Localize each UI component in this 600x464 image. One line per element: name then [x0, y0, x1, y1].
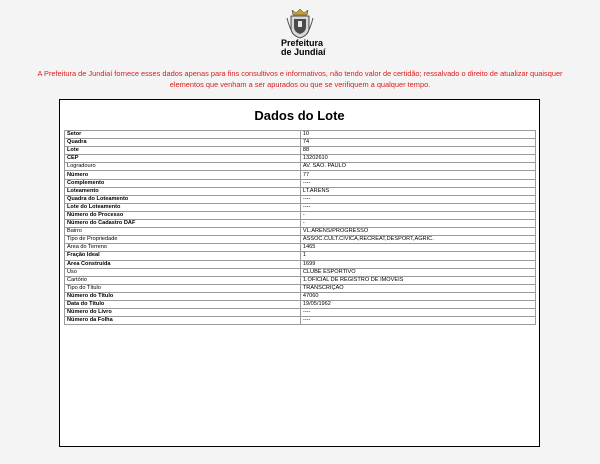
table-row: [65, 195, 536, 203]
table-row: [65, 155, 536, 163]
row-label: Complemento: [65, 179, 301, 187]
table-row: [65, 211, 536, 219]
row-value: 1699: [300, 260, 535, 268]
row-label: Tipo do Título: [65, 284, 301, 292]
row-value: ----: [300, 179, 535, 187]
row-value: 13202610: [300, 155, 535, 163]
row-label: Quadra: [65, 139, 301, 147]
row-value: 10: [300, 131, 535, 139]
disclaimer-text: [8, 68, 592, 90]
table-row: [65, 292, 536, 300]
row-value: 1: [300, 252, 535, 260]
table-row: [65, 203, 536, 211]
row-value: ASSOC.CULT.CIVICA,RECREAT,DESPORT,AGRIC.: [300, 236, 535, 244]
row-label: Área Construída: [65, 260, 301, 268]
row-value: ----: [300, 317, 535, 325]
row-value: 88: [300, 147, 535, 155]
row-label: Número do Processo: [65, 211, 301, 219]
table-row: [65, 187, 536, 195]
table-row: [65, 317, 536, 325]
row-value: VL.ARENS/PROGRESSO: [300, 228, 535, 236]
row-label: Bairro: [65, 228, 301, 236]
coat-of-arms-icon: [286, 8, 314, 40]
disclaimer-line1: A Prefeitura de Jundiaí fornece esses dados apenas para fins consultivos e informativos, não tendo valor de certidão; ressalvado o direito de atualizar quaisquer: [37, 69, 563, 78]
row-value: 1465: [300, 244, 535, 252]
row-label: Número do Livro: [65, 309, 301, 317]
row-label: Data do Título: [65, 300, 301, 308]
row-label: Número: [65, 171, 301, 179]
brand-logo-text: [270, 39, 350, 57]
row-value: TRANSCRIÇÃO: [300, 284, 535, 292]
row-label: Setor: [65, 131, 301, 139]
table-row: [65, 220, 536, 228]
lot-data-table-body: [65, 131, 536, 325]
table-row: [65, 236, 536, 244]
row-value: ----: [300, 309, 535, 317]
row-value: AV. SAO. PAULO: [300, 163, 535, 171]
lot-data-panel: [59, 99, 540, 447]
row-label: Uso: [65, 268, 301, 276]
lot-data-table: [64, 130, 536, 325]
table-row: [65, 171, 536, 179]
row-label: Número da Folha: [65, 317, 301, 325]
row-value: ----: [300, 195, 535, 203]
row-label: Fração Ideal: [65, 252, 301, 260]
row-value: 1.OFICIAL DE REGISTRO DE IMOVEIS: [300, 276, 535, 284]
row-value: 19/05/1962: [300, 300, 535, 308]
row-value: -: [300, 211, 535, 219]
table-row: [65, 276, 536, 284]
table-row: [65, 284, 536, 292]
row-value: CLUBE ESPORTIVO: [300, 268, 535, 276]
table-row: [65, 260, 536, 268]
row-label: Quadra do Loteamento: [65, 195, 301, 203]
table-row: [65, 300, 536, 308]
table-row: [65, 163, 536, 171]
row-value: 74: [300, 139, 535, 147]
row-label: Logradouro: [65, 163, 301, 171]
page-header: [0, 0, 600, 64]
table-row: [65, 252, 536, 260]
table-row: [65, 309, 536, 317]
row-label: Loteamento: [65, 187, 301, 195]
table-row: [65, 179, 536, 187]
row-label: Tipo de Propriedade: [65, 236, 301, 244]
row-value: -: [300, 220, 535, 228]
table-row: [65, 228, 536, 236]
row-label: CEP: [65, 155, 301, 163]
table-row: [65, 131, 536, 139]
row-label: Lote do Loteamento: [65, 203, 301, 211]
table-row: [65, 244, 536, 252]
table-row: [65, 139, 536, 147]
row-label: Número do Título: [65, 292, 301, 300]
disclaimer-line2: elementos que venham a ser apurados ou que se verifiquem a qualquer tempo.: [169, 80, 431, 89]
brand-line2: de Jundiaí: [281, 47, 326, 57]
brand-line1: Prefeitura: [281, 38, 324, 48]
row-value: 77: [300, 171, 535, 179]
panel-title: Dados do Lote: [254, 108, 345, 123]
table-row: [65, 147, 536, 155]
row-value: ----: [300, 203, 535, 211]
row-value: 47060: [300, 292, 535, 300]
row-label: Número do Cadastro DAF: [65, 220, 301, 228]
row-value: LT.ARENS: [300, 187, 535, 195]
row-label: Lote: [65, 147, 301, 155]
table-row: [65, 268, 536, 276]
row-label: Cartório: [65, 276, 301, 284]
row-label: Área do Terreno: [65, 244, 301, 252]
